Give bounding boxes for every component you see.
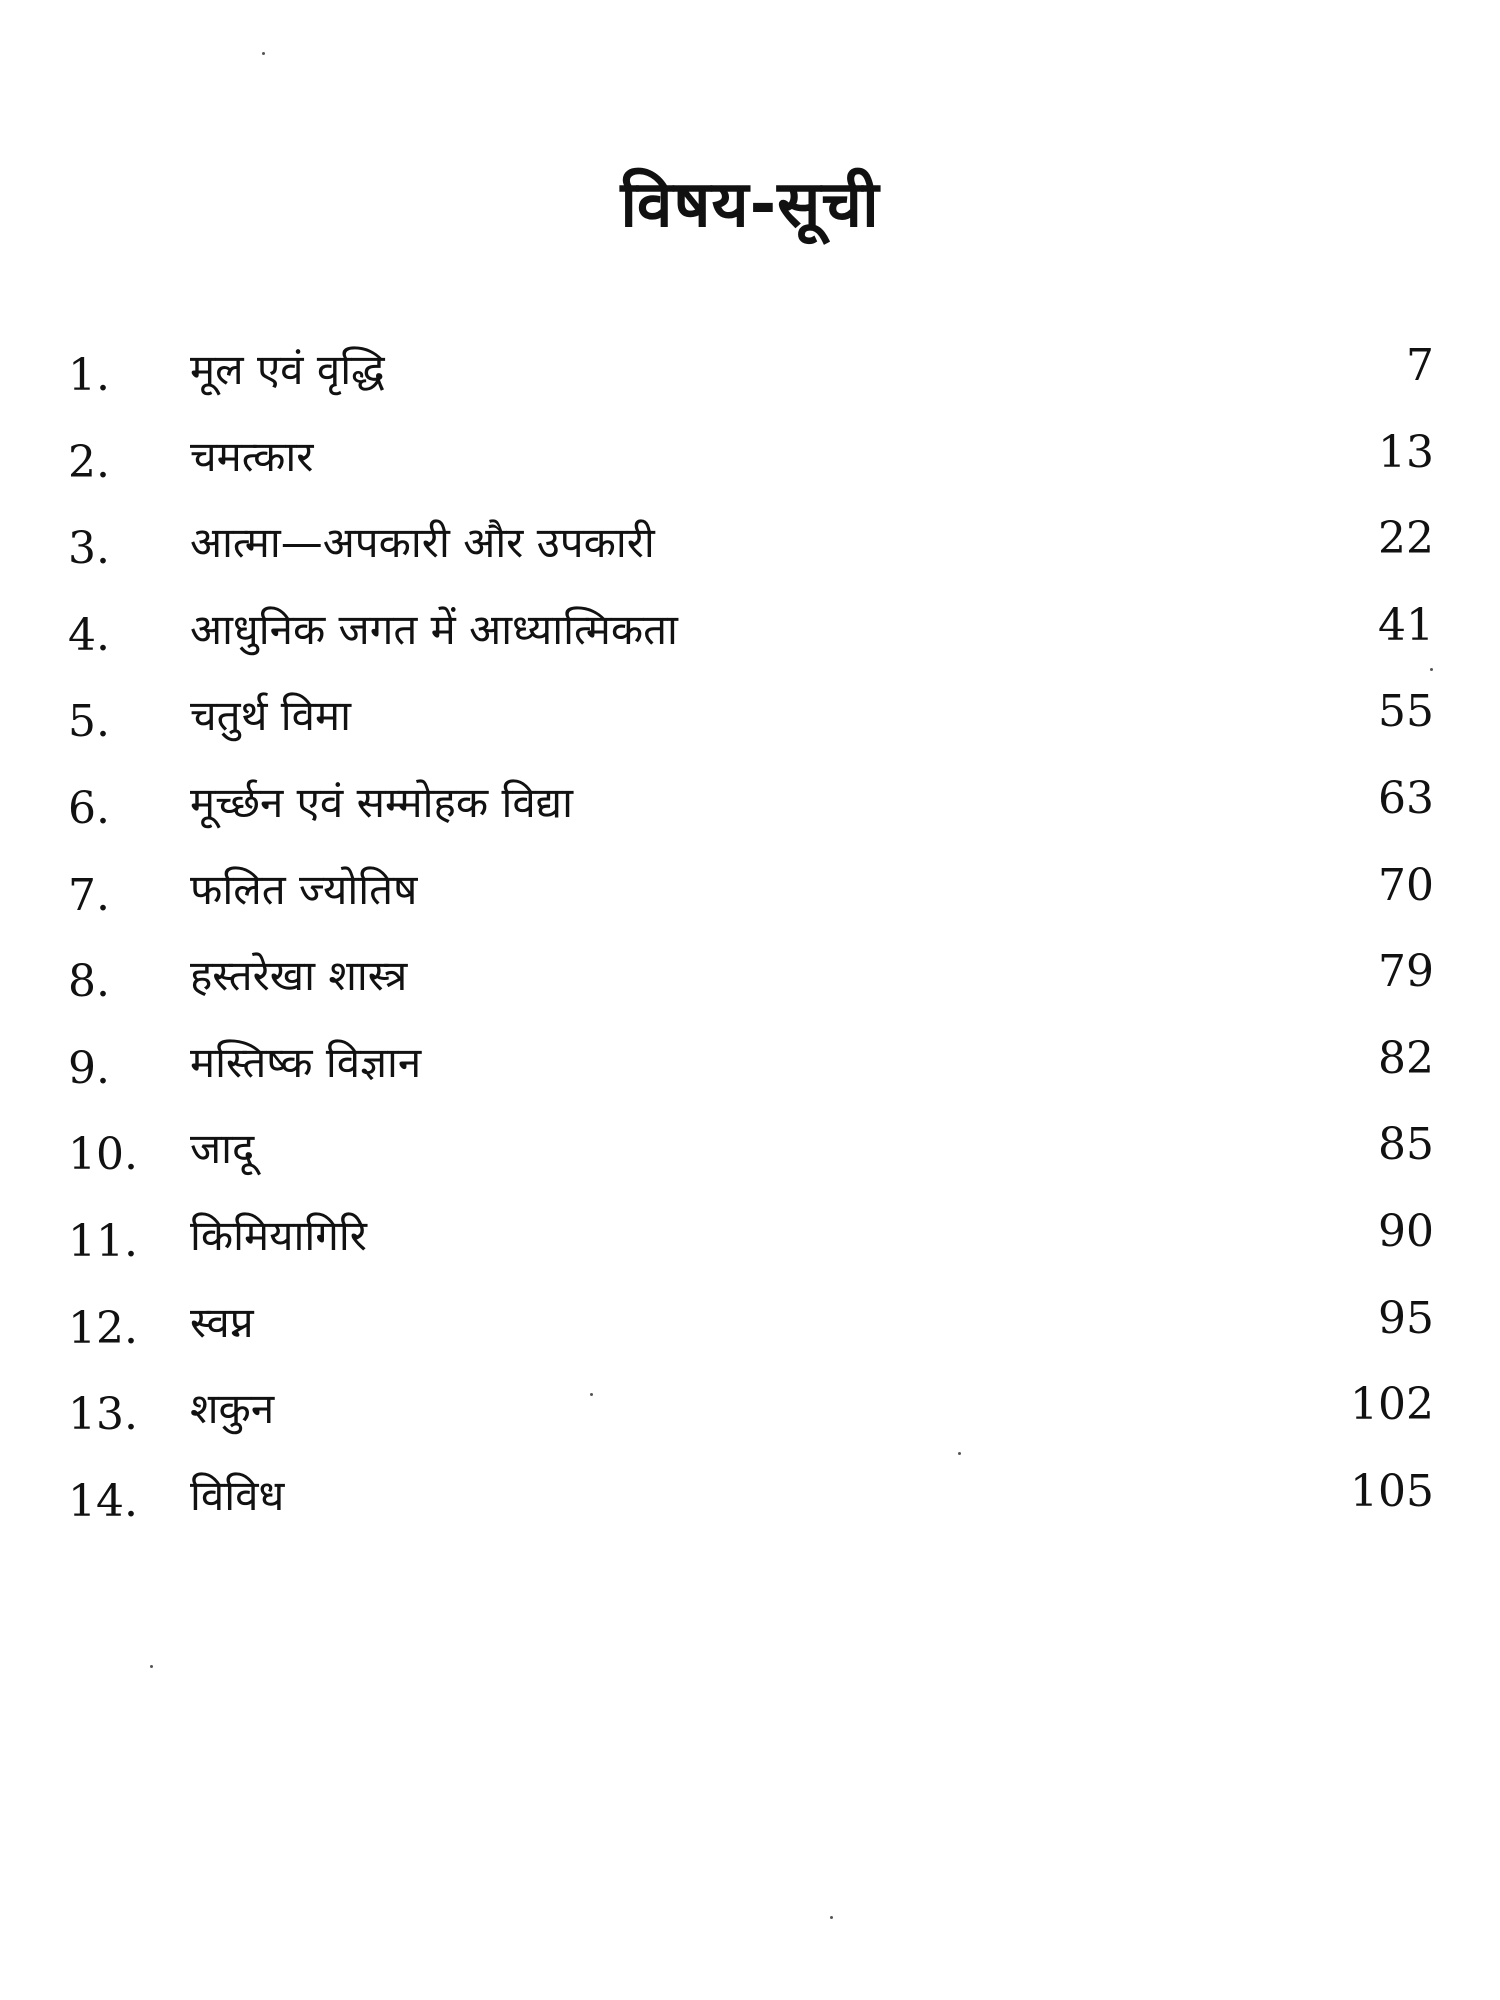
entry-title: जादू xyxy=(190,1124,255,1174)
scan-speck xyxy=(590,1393,593,1396)
entry-page-number: 90 xyxy=(1378,1205,1434,1257)
entry-number: 9. xyxy=(68,1042,110,1094)
entry-title: किमियागिरि xyxy=(190,1210,367,1260)
toc-entry xyxy=(68,1458,1434,1545)
entry-page-number: 70 xyxy=(1378,859,1434,911)
entry-page-number: 41 xyxy=(1378,599,1434,651)
entry-number: 13. xyxy=(68,1389,138,1441)
scan-speck xyxy=(1430,668,1433,671)
toc-entry xyxy=(68,419,1434,506)
toc-entry xyxy=(68,1198,1434,1285)
entry-page-number: 7 xyxy=(1406,340,1434,391)
entry-page-number: 13 xyxy=(1378,426,1434,478)
toc-entry xyxy=(68,1111,1434,1198)
entry-number: 14. xyxy=(68,1475,138,1527)
entry-title: चमत्कार xyxy=(190,431,314,481)
entry-number: 3. xyxy=(68,523,110,575)
entry-page-number: 85 xyxy=(1378,1119,1434,1171)
entry-page-number: 102 xyxy=(1350,1379,1434,1431)
entry-title: मूल एवं वृद्धि xyxy=(190,345,385,394)
entry-page-number: 63 xyxy=(1378,772,1434,824)
scan-speck xyxy=(150,1665,153,1668)
entry-number: 6. xyxy=(68,782,110,834)
entry-title: स्वप्न xyxy=(190,1297,254,1347)
toc-entry xyxy=(68,1025,1434,1112)
entry-title: शकुन xyxy=(190,1384,275,1434)
entry-title: मस्तिष्क विज्ञान xyxy=(190,1037,422,1087)
entry-number: 10. xyxy=(68,1129,138,1181)
scan-speck xyxy=(830,1916,833,1919)
table-of-contents xyxy=(68,332,1434,1544)
entry-page-number: 105 xyxy=(1350,1465,1434,1517)
entry-number: 2. xyxy=(68,436,110,488)
entry-title: आधुनिक जगत में आध्यात्मिकता xyxy=(190,604,678,654)
entry-title: विविध xyxy=(190,1470,285,1520)
entry-number: 12. xyxy=(68,1302,138,1354)
scan-speck xyxy=(262,52,265,55)
toc-entry xyxy=(68,332,1434,419)
entry-number: 7. xyxy=(68,869,110,921)
toc-entry xyxy=(68,852,1434,939)
scan-speck xyxy=(958,1452,961,1455)
entry-page-number: 95 xyxy=(1378,1292,1434,1344)
toc-entry xyxy=(68,592,1434,679)
entry-page-number: 22 xyxy=(1378,513,1434,565)
entry-page-number: 79 xyxy=(1378,946,1434,998)
entry-title: मूर्च्छन एवं सम्मोहक विद्या xyxy=(190,777,574,827)
page-title: विषय-सूची xyxy=(620,168,880,242)
entry-title: हस्तरेखा शास्त्र xyxy=(190,951,408,1001)
entry-number: 11. xyxy=(68,1215,138,1267)
entry-title: फलित ज्योतिष xyxy=(190,864,418,914)
toc-entry xyxy=(68,1371,1434,1458)
toc-entry xyxy=(68,1285,1434,1372)
entry-number: 1. xyxy=(68,350,110,401)
entry-page-number: 82 xyxy=(1378,1032,1434,1084)
entry-number: 4. xyxy=(68,609,110,661)
toc-entry xyxy=(68,765,1434,852)
toc-entry xyxy=(68,938,1434,1025)
entry-title: चतुर्थ विमा xyxy=(190,691,352,741)
entry-page-number: 55 xyxy=(1378,686,1434,738)
entry-number: 5. xyxy=(68,696,110,748)
toc-entry xyxy=(68,505,1434,592)
entry-title: आत्मा—अपकारी और उपकारी xyxy=(190,518,655,568)
entry-number: 8. xyxy=(68,956,110,1008)
toc-entry xyxy=(68,678,1434,765)
